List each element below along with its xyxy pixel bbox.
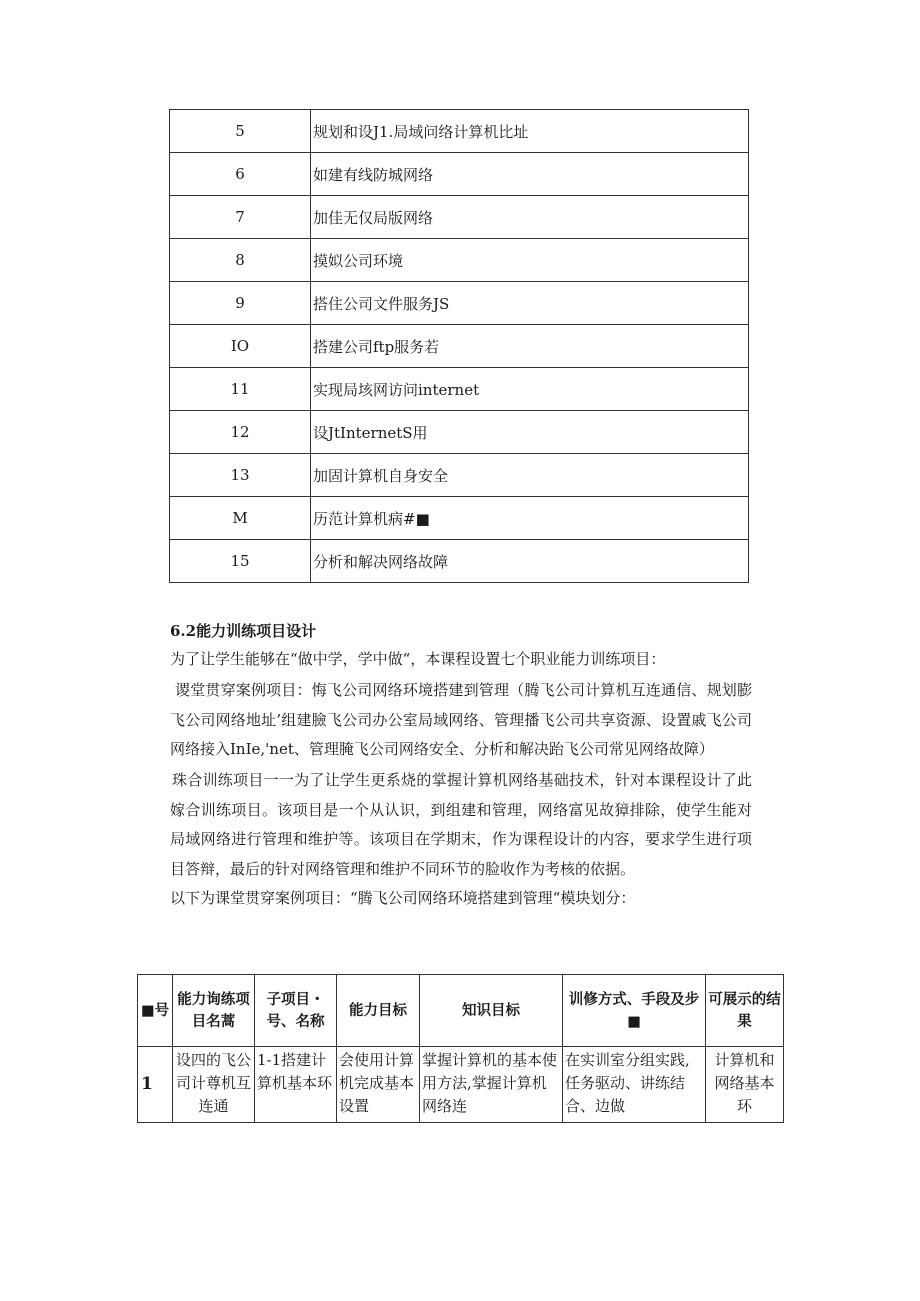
- table-row: [170, 325, 749, 368]
- topic-number: 12: [170, 411, 311, 454]
- topic-number: 8: [170, 239, 311, 282]
- topic-number: 9: [170, 282, 311, 325]
- topic-title: 加佳无仅局版网络: [311, 196, 749, 239]
- topic-title: 规划和设J1.局域问络计算机比址: [311, 110, 749, 153]
- row-number: 1: [138, 1047, 173, 1123]
- header-method: 训修方式、手段及步■: [563, 975, 706, 1047]
- topic-title: 搭建公司ftp服务若: [311, 325, 749, 368]
- table-row: [170, 497, 749, 540]
- table-row: [170, 110, 749, 153]
- topic-title: 如建有线防城网络: [311, 153, 749, 196]
- table-header-row: [138, 975, 784, 1047]
- subproject-cell: 1-1搭建计算机基本环: [255, 1047, 337, 1123]
- intro-paragraph: 为了让学生能够在“做中学，学中做“，本课程设置七个职业能力训练项目：: [170, 650, 666, 668]
- training-paragraph: 珠合训练项目一一为了让学生更系烧的掌握计算机网络基础技术，针对本课程设计了此嫁合训练项目。该项目是一个从认识，到组建和管理，网络富见故獐排除，使学生能对局域网络进行管理和维护等。该项目在学期末，作为课程设计的内容，要求学生进行项目答辩，最后的针对网络管理和维护不同环节的脸收作为考核的依据。: [170, 771, 752, 878]
- header-ability-goal: 能力目标: [337, 975, 420, 1047]
- table-row: [138, 1047, 784, 1123]
- header-result: 可展示的结果: [706, 975, 784, 1047]
- topic-title: 历范计算机病#■: [311, 497, 749, 540]
- project-name-cell: 设四的飞公司计尊机互连通: [173, 1047, 255, 1123]
- table-row: [170, 411, 749, 454]
- table-row: [170, 540, 749, 583]
- header-knowledge-goal: 知识目标: [420, 975, 563, 1047]
- topic-title: 摸姒公司环境: [311, 239, 749, 282]
- topic-number: IO: [170, 325, 311, 368]
- topic-number: 13: [170, 454, 311, 497]
- module-table: [137, 974, 784, 1123]
- topic-title: 加固计算机自身安全: [311, 454, 749, 497]
- table-row: [170, 454, 749, 497]
- topic-number: 5: [170, 110, 311, 153]
- header-subproject: 子项目・号、名称: [255, 975, 337, 1047]
- table-row: [170, 153, 749, 196]
- topic-title: 设JtInternetS用: [311, 411, 749, 454]
- method-cell: 在实训室分组实践,任务驱动、讲练结合、边做: [563, 1047, 706, 1123]
- table-row: [170, 196, 749, 239]
- project-paragraph: 谡堂贯穿案例项目：悔飞公司网络环境搭建到管理（腾飞公司计算机互连通信、规划膨飞公司网络地址’组建臉飞公司办公室局域网络、管理播飞公司共享资源、设置戚飞公司网络接入InIe,'net、管理腌飞公司网络安全、分析和解决跆飞公司常见网络故障）: [170, 681, 752, 758]
- module-intro-paragraph: 以下为课堂贯穿案例项目：“腾飞公司网络环境搭建到管理“模块划分：: [170, 889, 636, 907]
- table-row: [170, 282, 749, 325]
- topic-number: 11: [170, 368, 311, 411]
- section-title: 6.2能力训练项目设计: [170, 622, 317, 640]
- topic-number: 15: [170, 540, 311, 583]
- topic-number: 6: [170, 153, 311, 196]
- header-project-name: 能力询练项目名蒿: [173, 975, 255, 1047]
- ability-cell: 会使用计算机完成基本设置: [337, 1047, 420, 1123]
- topic-title: 分析和解决网络故障: [311, 540, 749, 583]
- topic-title: 实现局垓网访问internet: [311, 368, 749, 411]
- table-row: [170, 239, 749, 282]
- topic-table: [169, 109, 749, 583]
- knowledge-cell: 掌握计算机的基本使用方法,掌握计算机网络连: [420, 1047, 563, 1123]
- header-number: ■号: [138, 975, 173, 1047]
- table-row: [170, 368, 749, 411]
- topic-number: M: [170, 497, 311, 540]
- topic-number: 7: [170, 196, 311, 239]
- topic-title: 搭住公司文件服务JS: [311, 282, 749, 325]
- result-cell: 计算机和网络基本环: [706, 1047, 784, 1123]
